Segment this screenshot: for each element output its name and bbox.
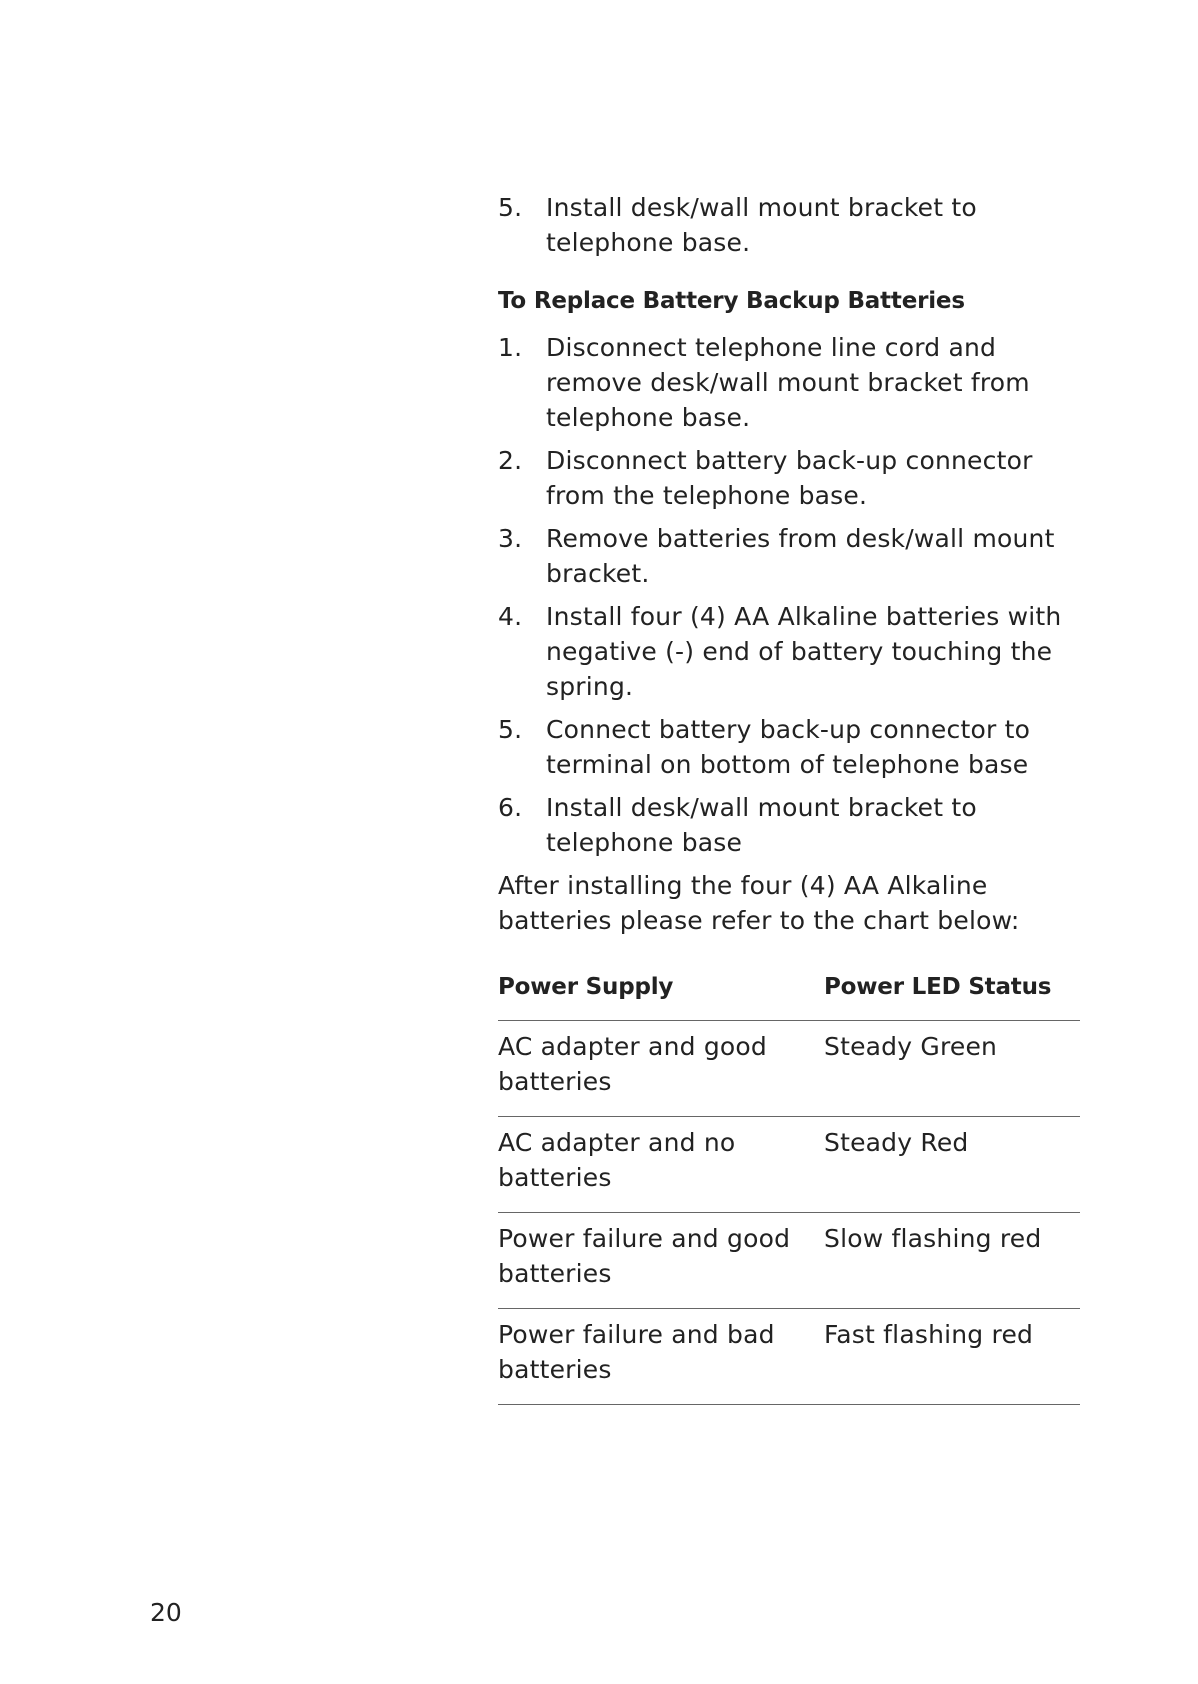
intro-step [498, 190, 1080, 260]
led-status-cell: Steady Green [824, 1032, 998, 1061]
step-number: 5. [498, 715, 523, 744]
led-status-cell: Steady Red [824, 1128, 969, 1157]
steps-list [498, 330, 1080, 860]
content-column [498, 190, 1080, 1405]
step-number: 6. [498, 793, 523, 822]
step-number: 3. [498, 524, 523, 553]
table-row [498, 1213, 1080, 1309]
led-status-cell: Slow flashing red [824, 1224, 1042, 1253]
power-supply-cell: AC adapter and no batteries [498, 1128, 736, 1192]
list-item [498, 599, 1080, 704]
step-text: Remove batteries from desk/wall mount bracket. [546, 524, 1055, 588]
header-power-led-status: Power LED Status [824, 974, 1052, 1000]
step-text: Disconnect telephone line cord and remove desk/wall mount bracket from telephone base. [546, 333, 1030, 432]
header-power-supply: Power Supply [498, 974, 674, 1000]
step-number: 4. [498, 602, 523, 631]
list-item [498, 790, 1080, 860]
table-row [498, 1309, 1080, 1405]
step-text: Install desk/wall mount bracket to telephone base. [546, 193, 977, 257]
list-item [498, 712, 1080, 782]
table-row [498, 1021, 1080, 1117]
step-text: Disconnect battery back-up connector from the telephone base. [546, 446, 1033, 510]
step-text: Connect battery back-up connector to terminal on bottom of telephone base [546, 715, 1031, 779]
list-item [498, 521, 1080, 591]
step-number: 2. [498, 446, 523, 475]
page-number: 20 [150, 1598, 182, 1627]
section-heading: To Replace Battery Backup Batteries [498, 288, 965, 314]
step-text: Install desk/wall mount bracket to telephone base [546, 793, 977, 857]
step-number: 5. [498, 193, 523, 222]
led-status-cell: Fast flashing red [824, 1320, 1034, 1349]
list-item [498, 330, 1080, 435]
step-number: 1. [498, 333, 523, 362]
power-status-table [498, 972, 1080, 1405]
step-text: Install four (4) AA Alkaline batteries with negative (-) end of battery touching the spring. [546, 602, 1062, 701]
power-supply-cell: Power failure and good batteries [498, 1224, 791, 1288]
power-supply-cell: AC adapter and good batteries [498, 1032, 767, 1096]
table-header [498, 972, 1080, 1021]
power-supply-cell: Power failure and bad batteries [498, 1320, 775, 1384]
table-row [498, 1117, 1080, 1213]
after-paragraph: After installing the four (4) AA Alkaline batteries please refer to the chart below: [498, 871, 1020, 935]
list-item [498, 443, 1080, 513]
